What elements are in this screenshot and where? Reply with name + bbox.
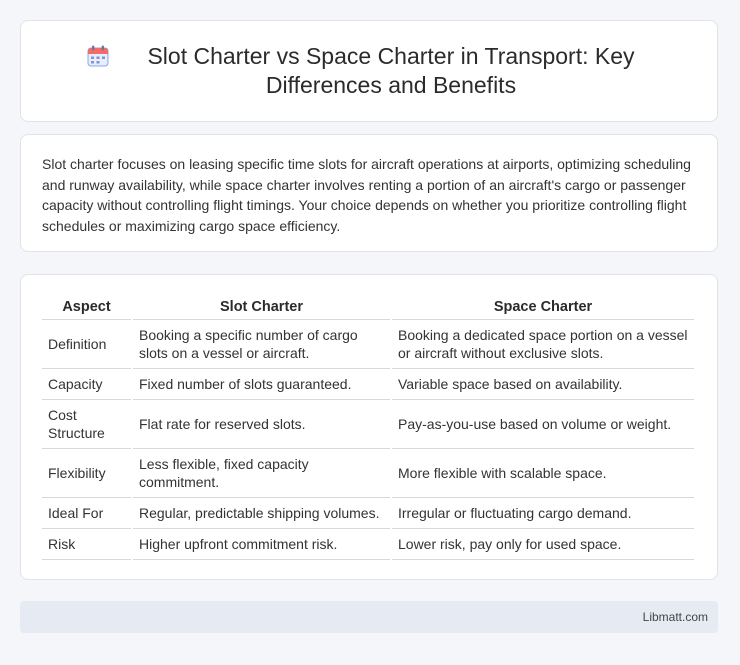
table-row bbox=[42, 320, 694, 369]
header-space-charter: Space Charter bbox=[392, 295, 694, 320]
aspect-cell: Risk bbox=[42, 529, 131, 560]
table-header-row bbox=[42, 295, 694, 320]
space-charter-cell: Lower risk, pay only for used space. bbox=[392, 529, 694, 560]
table-row bbox=[42, 498, 694, 529]
summary-text: Slot charter focuses on leasing specific time slots for aircraft operations at airports, optimizing scheduling and runway availability, while space charter involves renting a portion of an aircraft's cargo or passenger capacity without controlling flight timings. Your choice depends on whether you prioritize controlling flight schedules or maximizing cargo space efficiency. bbox=[42, 156, 691, 234]
footer-site-link[interactable]: Libmatt.com bbox=[642, 610, 708, 624]
title-wrap bbox=[47, 42, 691, 100]
table-row bbox=[42, 449, 694, 498]
space-charter-cell: Irregular or fluctuating cargo demand. bbox=[392, 498, 694, 529]
space-charter-cell: Variable space based on availability. bbox=[392, 369, 694, 400]
space-charter-cell: Booking a dedicated space portion on a vessel or aircraft without exclusive slots. bbox=[392, 320, 694, 369]
aspect-cell: Capacity bbox=[42, 369, 131, 400]
slot-charter-cell: Less flexible, fixed capacity commitment. bbox=[133, 449, 390, 498]
space-charter-cell: More flexible with scalable space. bbox=[392, 449, 694, 498]
slot-charter-cell: Fixed number of slots guaranteed. bbox=[133, 369, 390, 400]
header-aspect: Aspect bbox=[42, 295, 131, 320]
header-slot-charter: Slot Charter bbox=[133, 295, 390, 320]
summary-card bbox=[20, 134, 718, 252]
table-row bbox=[42, 369, 694, 400]
slot-charter-cell: Higher upfront commitment risk. bbox=[133, 529, 390, 560]
slot-charter-cell: Regular, predictable shipping volumes. bbox=[133, 498, 390, 529]
aspect-cell: Cost Structure bbox=[42, 400, 131, 449]
comparison-table bbox=[40, 295, 696, 560]
table-row bbox=[42, 529, 694, 560]
calendar-icon bbox=[87, 45, 109, 67]
table-row bbox=[42, 400, 694, 449]
slot-charter-cell: Booking a specific number of cargo slots on a vessel or aircraft. bbox=[133, 320, 390, 369]
page-title: Slot Charter vs Space Charter in Transport: Key Differences and Benefits bbox=[147, 43, 635, 98]
footer-bar bbox=[20, 601, 718, 633]
space-charter-cell: Pay-as-you-use based on volume or weight. bbox=[392, 400, 694, 449]
comparison-table-card bbox=[20, 274, 718, 580]
aspect-cell: Flexibility bbox=[42, 449, 131, 498]
title-card bbox=[20, 20, 718, 122]
aspect-cell: Ideal For bbox=[42, 498, 131, 529]
slot-charter-cell: Flat rate for reserved slots. bbox=[133, 400, 390, 449]
aspect-cell: Definition bbox=[42, 320, 131, 369]
